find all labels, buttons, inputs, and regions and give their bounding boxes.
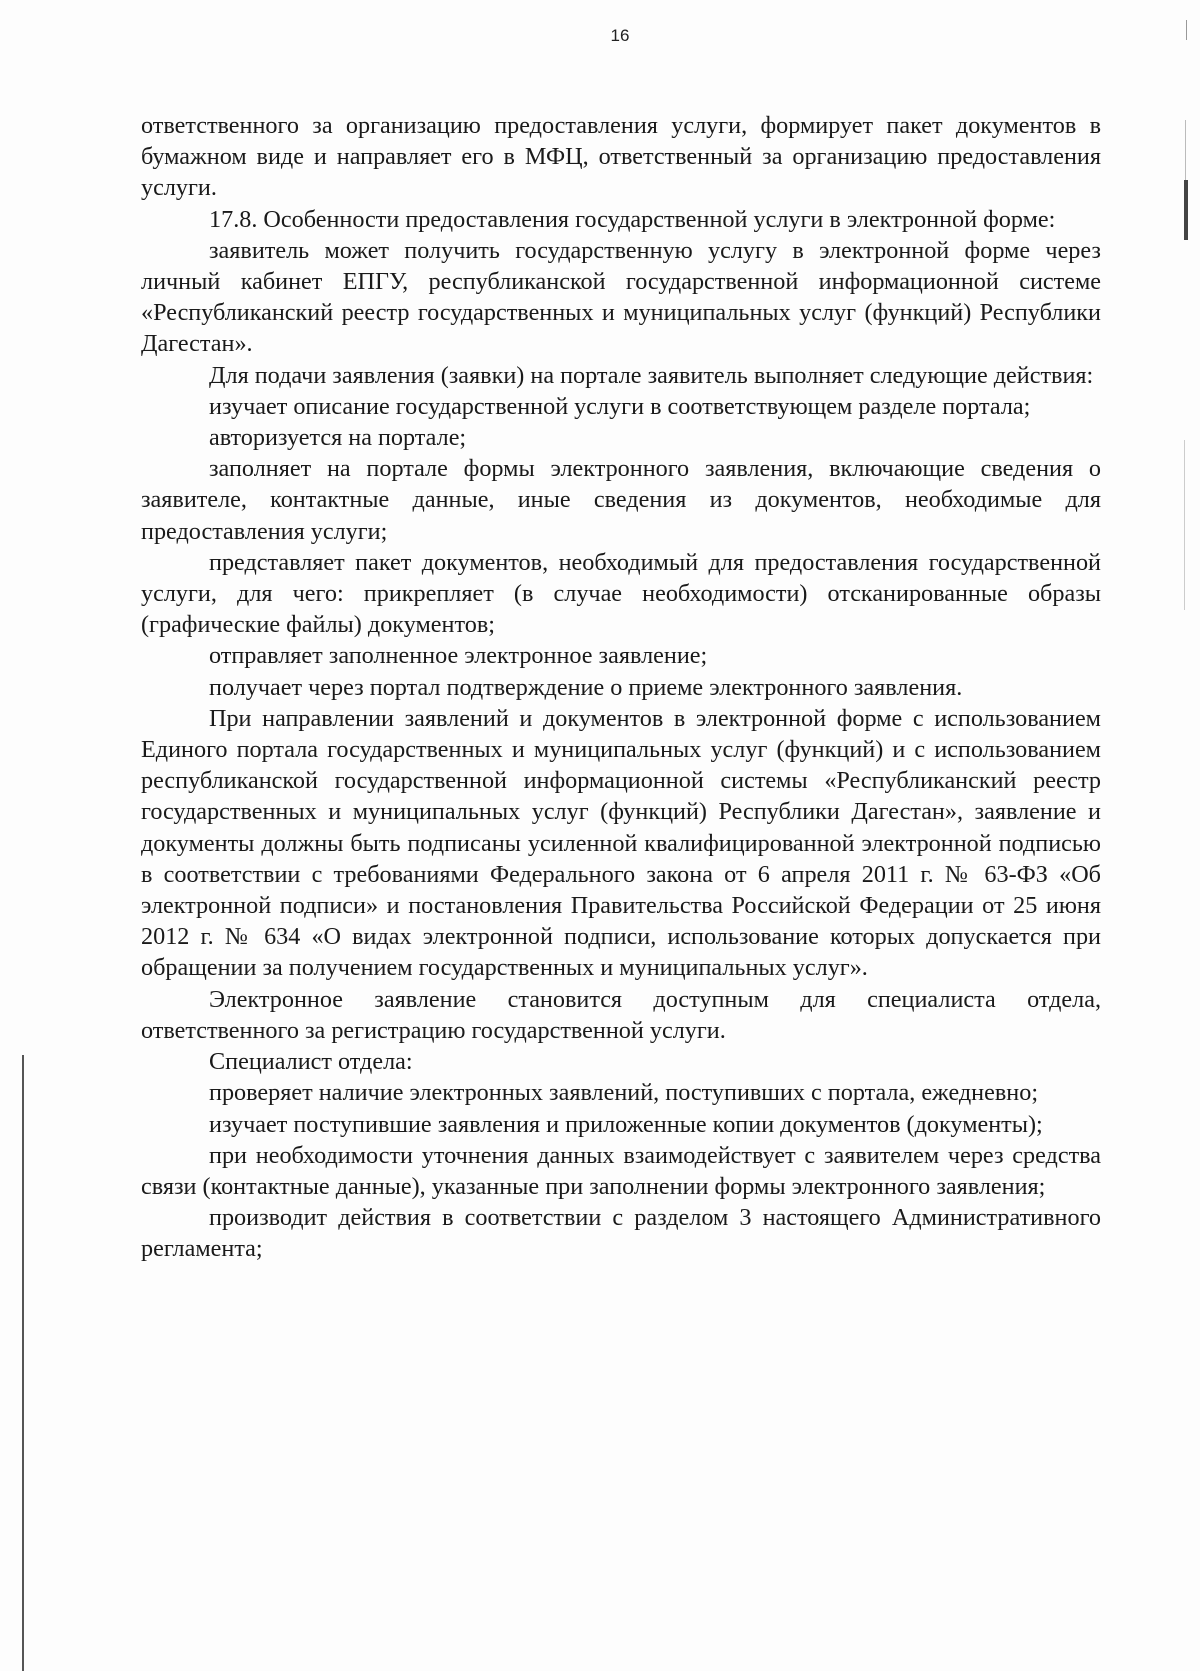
list-item: авторизуется на портале; [209, 424, 467, 452]
list-item: получает через портал подтверждение о приеме электронного заявления. [209, 673, 963, 701]
document-body [141, 110, 1101, 1265]
list-item: заполняет на портале формы электронного заявления, включающие сведения о заявителе, контактные данные, иные сведения из документов, необходимые для предоставления услуги; [141, 455, 1101, 545]
paragraph: заявитель может получить государственную услугу в электронной форме через личный кабинет ЕПГУ, республиканской государственной информационной системе «Республиканский реестр государственных и муниципальных услуг (функций) Республики Дагестан». [141, 236, 1101, 358]
paragraph-section-heading: 17.8. Особенности предоставления государственной услуги в электронной форме: [209, 205, 1056, 233]
list-item: отправляет заполненное электронное заявление; [209, 642, 708, 670]
scan-edge-right [1186, 20, 1187, 40]
scan-edge-right [1184, 440, 1185, 610]
list-item: представляет пакет документов, необходимый для предоставления государственной услуги, для чего: прикрепляет (в случае необходимости) отсканированные образы (графические файлы) документов; [141, 548, 1101, 639]
paragraph: Специалист отдела: [209, 1048, 413, 1076]
list-item: изучает описание государственной услуги в соответствующем разделе портала; [209, 392, 1031, 420]
paragraph: Электронное заявление становится доступным для специалиста отдела, ответственного за регистрацию государственной услуги. [141, 985, 1101, 1044]
list-item: проверяет наличие электронных заявлений, поступивших с портала, ежедневно; [209, 1079, 1039, 1107]
paragraph: ответственного за организацию предоставления услуги, формирует пакет документов в бумажном виде и направляет его в МФЦ, ответственный за организацию предоставления услуги. [141, 112, 1101, 202]
paragraph: При направлении заявлений и документов в электронной форме с использованием Единого портала государственных и муниципальных услуг (функций) и с использованием республиканской государственной информационной системы «Республиканский реестр государственных и муниципальных услуг (функций) Республики Дагестан», заявление и документы должны быть подписаны усиленной квалифицированной электронной подписью в соответствии с требованиями Федерального закона от 6 апреля 2011 г. № 63-ФЗ «Об электронной подписи» и постановления Правительства Российской Федерации от 25 июня 2012 г. № 634 «О видах электронной подписи, использование которых допускается при обращении за получением государственных и муниципальных услуг». [141, 704, 1101, 982]
scan-edge-left [22, 1055, 24, 1671]
list-item: производит действия в соответствии с разделом 3 настоящего Административного регламента; [141, 1204, 1101, 1263]
paragraph: Для подачи заявления (заявки) на портале заявитель выполняет следующие действия: [209, 361, 1094, 389]
list-item: изучает поступившие заявления и приложенные копии документов (документы); [209, 1110, 1043, 1138]
page-number: 16 [610, 26, 630, 45]
list-item: при необходимости уточнения данных взаимодействует с заявителем через средства связи (контактные данные), указанные при заполнении формы электронного заявления; [141, 1141, 1101, 1200]
scan-edge-right-mark [1184, 180, 1188, 240]
